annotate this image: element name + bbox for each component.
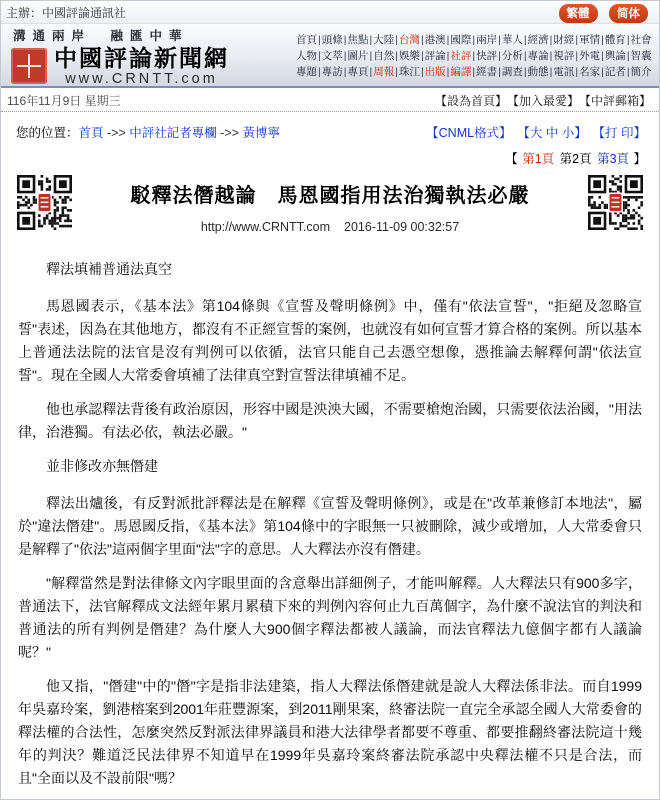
page-link[interactable]: 第2頁 — [559, 152, 592, 166]
qr-code-left — [17, 175, 72, 230]
nav-link[interactable]: 專題 — [296, 65, 317, 78]
quick-link[interactable]: 【中評郵箱】 — [584, 94, 651, 108]
nav-link[interactable]: 分析 — [501, 49, 523, 62]
date-bar — [1, 88, 659, 112]
nav-link[interactable]: 港澳 — [424, 33, 446, 46]
nav-link[interactable]: 娛樂 — [398, 49, 420, 62]
breadcrumb — [16, 123, 280, 141]
nav-link[interactable]: 專頁 — [347, 65, 369, 78]
nav-link[interactable]: 名家 — [579, 65, 601, 78]
quick-link[interactable]: 【設為首頁】 — [434, 94, 507, 108]
paragraph: 他又指，"僭建"中的"僭"字是指非法建築，指人大釋法係僭建就是說人大釋法係非法。而自1999年吳嘉玲案，劉港榕案到2001年莊豐源案，到2011剛果案，終審法院一直完全承認全國人大常委會的釋法權的合法性，怎麼突然反對派法律界議員和港大法律學者都要不尊重、都要推翻終審法院這十幾年的判決？難道泛民法律界不知道早在1999年吳嘉玲案終審法院承認中央釋法權不只是合法，而且"全面以及不設前限"嗎？ — [18, 678, 642, 786]
paragraph: 並非修改亦無僭建 — [46, 458, 158, 474]
nav-link[interactable]: 華人 — [501, 33, 523, 46]
top-strip — [1, 1, 659, 24]
breadcrumb-label: 您的位置： — [16, 126, 79, 140]
simplified-chinese-button[interactable]: 简体 — [609, 4, 648, 23]
nav-link[interactable]: 經書 — [476, 65, 498, 78]
nav-link[interactable]: 首頁 — [296, 33, 317, 46]
site-url: www.CRNTT.com — [65, 70, 218, 87]
paragraph: 馬恩國表示，《基本法》第104條與《宣誓及聲明條例》中，僅有"依法宣誓"，"拒絕及忽略宣誓"表述，因為在其他地方，都沒有不正經宣誓的案例，也就沒有如何宣誓才算合格的案例。所以基本上普通法法院的法官是沒有判例可以依循，法官只能自己去憑空想像，憑推論去解釋何謂"依法宣誓"。現在全國人大常委會填補了法律真空對宣誓法律填補不足。 — [18, 298, 642, 383]
pagination — [1, 141, 659, 167]
nav-link[interactable]: 頭條 — [321, 33, 343, 46]
nav-row-2: 人物|文萃|圖片|自然|娛樂|評論|社評|快評|分析|專論|視評|外電|輿論|智囊 — [296, 49, 652, 62]
nav-link[interactable]: 體育 — [604, 33, 626, 46]
nav-link[interactable]: 視評 — [553, 49, 575, 62]
article-title-block — [1, 167, 659, 234]
page-link[interactable]: 第1頁 — [522, 152, 555, 166]
breadcrumb-link[interactable]: 黃博寧 — [242, 126, 280, 140]
action-link[interactable]: 【大 中 小】 — [523, 126, 587, 140]
nav-link[interactable]: 社會 — [630, 33, 652, 46]
breadcrumb-link[interactable]: 首頁 — [78, 126, 104, 140]
nav-row-3: 專題|專訪|專頁|周報|珠江|出版|編譯|經書|調查|動態|電訊|名家|記者|簡介 — [296, 65, 652, 78]
nav-link[interactable]: 焦點 — [347, 33, 369, 46]
host-label: 主辦：中國評論通訊社 — [6, 6, 127, 20]
pagination-pages — [521, 152, 630, 166]
action-link[interactable]: 【CNML格式】 — [426, 126, 512, 140]
nav-link[interactable]: 兩岸 — [476, 33, 498, 46]
article-toolbar — [1, 123, 659, 141]
nav-link[interactable]: 經濟 — [527, 33, 549, 46]
nav-link[interactable]: 軍情 — [579, 33, 601, 46]
paragraph: 他也承認釋法背後有政治原因，形容中國是泱泱大國，不需要槍炮治國，只需要依法治國，"用法律，治港獨。有法必依，執法必嚴。" — [18, 401, 642, 440]
nav-link[interactable]: 動態 — [527, 65, 549, 78]
nav-link[interactable]: 電訊 — [553, 65, 575, 78]
paragraph: 釋法填補普通法真空 — [46, 261, 172, 277]
nav-link[interactable]: 快評 — [476, 49, 498, 62]
quick-link[interactable]: 【加入最愛】 — [512, 94, 579, 108]
nav-link[interactable]: 台灣 — [398, 33, 420, 46]
pagination-close-bracket: 】 — [630, 152, 646, 166]
nav-link[interactable]: 自然 — [373, 49, 395, 62]
nav-link[interactable]: 大陸 — [373, 33, 395, 46]
nav-row-1: 首頁|頭條|焦點|大陸|台灣|港澳|國際|兩岸|華人|經濟|財經|軍情|體育|社會 — [296, 33, 652, 46]
nav-link[interactable]: 專訪 — [321, 65, 343, 78]
page-link[interactable]: 第3頁 — [597, 152, 630, 166]
nav-link[interactable]: 文萃 — [321, 49, 343, 62]
article-actions — [414, 123, 646, 141]
nav-link[interactable]: 專論 — [527, 49, 549, 62]
article-body — [1, 234, 659, 790]
article-timestamp: 2016-11-09 00:32:57 — [344, 220, 460, 234]
nav-link[interactable]: 調查 — [501, 65, 523, 78]
breadcrumb-link[interactable]: 中評社記者專欄 — [129, 126, 217, 140]
nav-link[interactable]: 外電 — [579, 49, 601, 62]
nav-link[interactable]: 財經 — [553, 33, 575, 46]
breadcrumb-links: 首頁 ->> 中評社記者專欄 ->> 黃博寧 — [78, 126, 280, 140]
nav-link[interactable]: 圖片 — [347, 49, 369, 62]
nav-link[interactable]: 編譯 — [450, 65, 472, 78]
site-seal-logo — [11, 48, 47, 84]
nav-link[interactable]: 記者 — [604, 65, 626, 78]
paragraph: 釋法出爐後，有反對派批評釋法是在解釋《宣誓及聲明條例》，或是在"改革兼修訂本地法"，屬於"違法僭建"。馬恩國反指，《基本法》第104條中的字眼無一只被刪除，減少或增加，人大常委會只是解釋了"依法"這兩個字里面"法"字的意思。人大釋法亦沒有僭建。 — [18, 495, 642, 557]
traditional-chinese-button[interactable]: 繁體 — [559, 4, 598, 23]
nav-link[interactable]: 智囊 — [630, 49, 652, 62]
quick-links — [429, 92, 651, 111]
main-nav — [296, 32, 650, 80]
site-brand — [9, 25, 229, 87]
date-label: 116年11月9日 星期三 — [7, 94, 121, 108]
article-source-url: http://www.CRNTT.com — [200, 220, 331, 234]
nav-link[interactable]: 評論 — [424, 49, 446, 62]
site-name: 中國評論新聞網 — [54, 44, 229, 71]
nav-link[interactable]: 社評 — [450, 49, 472, 62]
qr-code-right — [588, 175, 643, 230]
nav-link[interactable]: 人物 — [296, 49, 317, 62]
nav-link[interactable]: 國際 — [450, 33, 472, 46]
site-slogan: 溝通兩岸 融匯中華 — [13, 28, 189, 43]
nav-link[interactable]: 周報 — [373, 65, 395, 78]
pagination-open-bracket: 【 — [505, 152, 522, 166]
nav-link[interactable]: 輿論 — [604, 49, 626, 62]
site-header — [1, 24, 659, 86]
article-meta — [78, 220, 582, 234]
nav-link[interactable]: 出版 — [424, 65, 446, 78]
nav-link[interactable]: 簡介 — [630, 65, 652, 78]
language-switcher — [552, 4, 648, 23]
nav-link[interactable]: 珠江 — [398, 65, 420, 78]
paragraph: "解釋當然是對法律條文內字眼里面的含意舉出詳細例子，才能叫解釋。人大釋法只有900多字，普通法下，法官解釋成文法經年累月累積下來的判例內容何止九百萬個字，為什麼不說法官的判決和普通法的所有判例是僭建？為什麼人大900個字釋法都被人議論，而法官釋法九億個字都冇人議論呢？" — [18, 575, 642, 660]
action-link[interactable]: 【打 印】 — [598, 126, 646, 140]
article-title: 駁釋法僭越論 馬恩國指用法治獨執法必嚴 — [130, 185, 530, 207]
